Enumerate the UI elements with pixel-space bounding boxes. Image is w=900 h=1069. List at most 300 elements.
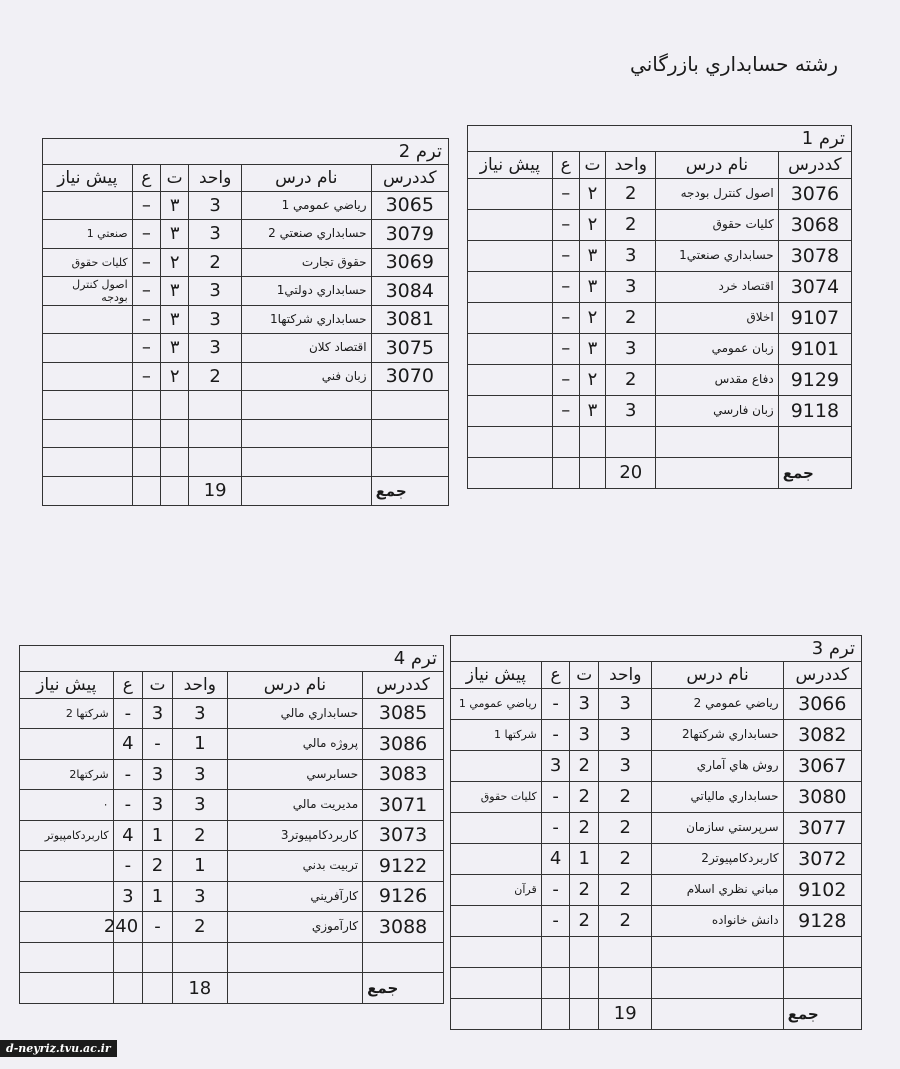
- code-cell: 9129: [778, 364, 851, 395]
- course-name-cell: روش هاي آماري: [652, 750, 783, 781]
- prereq-cell: [451, 843, 541, 874]
- theory-cell: 2: [570, 812, 599, 843]
- column-header-name: نام درس: [652, 662, 783, 688]
- term-1-table: [467, 125, 852, 489]
- column-header-prereq: پيش نياز: [43, 165, 132, 191]
- unit-cell: 2: [189, 362, 242, 391]
- table-row: [20, 698, 443, 729]
- theory-cell: 3: [143, 698, 173, 729]
- prereq-cell: رياضي عمومي 1: [451, 688, 541, 719]
- prereq-cell: كليات حقوق: [451, 781, 541, 812]
- course-name-cell: حسابداري شركتها1: [241, 305, 371, 334]
- table-row: [43, 391, 448, 420]
- code-cell: 3082: [783, 719, 861, 750]
- total-row: [451, 998, 861, 1029]
- unit-cell: 3: [606, 395, 656, 426]
- theory-cell: 2: [570, 781, 599, 812]
- practical-cell: -: [541, 688, 570, 719]
- column-header-a: ع: [132, 165, 160, 191]
- practical-cell: –: [552, 333, 579, 364]
- practical-cell: -: [113, 790, 143, 821]
- unit-cell: 3: [172, 881, 227, 912]
- course-name-cell: دانش خانواده: [652, 905, 783, 936]
- table-row: [468, 395, 851, 426]
- prereq-cell: [43, 191, 132, 220]
- total-label: جمع: [371, 476, 448, 505]
- prereq-cell: كاربردكامپيوتر: [20, 820, 113, 851]
- code-cell: [371, 419, 448, 448]
- theory-cell: [160, 391, 188, 420]
- code-cell: 3066: [783, 688, 861, 719]
- code-cell: 9126: [363, 881, 443, 912]
- theory-cell: ٣: [160, 334, 188, 363]
- code-cell: 3084: [371, 277, 448, 306]
- unit-cell: 1: [172, 851, 227, 882]
- theory-cell: -: [143, 912, 173, 943]
- practical-cell: -: [541, 719, 570, 750]
- course-name-cell: [227, 942, 362, 973]
- course-name-cell: تربيت بدني: [227, 851, 362, 882]
- practical-cell: -: [113, 698, 143, 729]
- code-cell: [371, 448, 448, 477]
- theory-cell: [570, 936, 599, 967]
- unit-cell: 2: [172, 912, 227, 943]
- unit-cell: 2: [172, 820, 227, 851]
- document-title: رشته حسابداري بازرگاني: [630, 52, 838, 76]
- prereq-cell: [20, 729, 113, 760]
- unit-cell: [599, 967, 652, 998]
- theory-cell: ٢: [579, 178, 606, 209]
- code-cell: 9128: [783, 905, 861, 936]
- unit-cell: 3: [189, 334, 242, 363]
- course-name-cell: كليات حقوق: [656, 209, 779, 240]
- code-cell: 3081: [371, 305, 448, 334]
- prereq-cell: [43, 448, 132, 477]
- total-empty-cell: [579, 457, 606, 488]
- prereq-cell: [468, 240, 552, 271]
- theory-cell: 3: [570, 719, 599, 750]
- prereq-cell: [468, 271, 552, 302]
- theory-cell: 1: [143, 881, 173, 912]
- practical-cell: –: [132, 277, 160, 306]
- unit-cell: 3: [189, 220, 242, 249]
- table-row: [43, 191, 448, 220]
- table-row: [468, 302, 851, 333]
- code-cell: [363, 942, 443, 973]
- code-cell: 3073: [363, 820, 443, 851]
- practical-cell: -: [541, 874, 570, 905]
- practical-cell: [113, 942, 143, 973]
- course-name-cell: [652, 967, 783, 998]
- prereq-cell: [468, 302, 552, 333]
- unit-cell: 3: [189, 277, 242, 306]
- unit-cell: 3: [599, 688, 652, 719]
- practical-cell: [132, 448, 160, 477]
- header-row: [468, 152, 851, 178]
- course-name-cell: حسابداري دولتي1: [241, 277, 371, 306]
- practical-cell: –: [132, 305, 160, 334]
- prereq-cell: [20, 881, 113, 912]
- code-cell: 3072: [783, 843, 861, 874]
- column-header-name: نام درس: [656, 152, 779, 178]
- theory-cell: ٣: [579, 271, 606, 302]
- course-name-cell: حسابداري صنعتي 2: [241, 220, 371, 249]
- course-name-cell: [652, 936, 783, 967]
- course-name-cell: زبان فني: [241, 362, 371, 391]
- table-row: [20, 790, 443, 821]
- code-cell: [371, 391, 448, 420]
- code-cell: 3088: [363, 912, 443, 943]
- course-name-cell: پروژه مالي: [227, 729, 362, 760]
- column-header-unit: واحد: [599, 662, 652, 688]
- prereq-cell: صنعتي 1: [43, 220, 132, 249]
- course-name-cell: حسابداري شركتها2: [652, 719, 783, 750]
- code-cell: 9107: [778, 302, 851, 333]
- practical-cell: 240: [113, 912, 143, 943]
- course-name-cell: [241, 448, 371, 477]
- unit-cell: 3: [606, 333, 656, 364]
- course-name-cell: [656, 426, 779, 457]
- table-row: [451, 750, 861, 781]
- practical-cell: –: [132, 220, 160, 249]
- theory-cell: 1: [143, 820, 173, 851]
- table-row: [20, 881, 443, 912]
- code-cell: 3083: [363, 759, 443, 790]
- theory-cell: [160, 419, 188, 448]
- prereq-cell: [20, 851, 113, 882]
- table-row: [451, 688, 861, 719]
- header-row: [20, 672, 443, 698]
- course-name-cell: مباني نظري اسلام: [652, 874, 783, 905]
- practical-cell: –: [552, 240, 579, 271]
- prereq-cell: [468, 426, 552, 457]
- table-row: [451, 967, 861, 998]
- prereq-cell: [43, 391, 132, 420]
- code-cell: 3071: [363, 790, 443, 821]
- column-header-t: ت: [160, 165, 188, 191]
- total-units: 19: [189, 476, 242, 505]
- unit-cell: 2: [606, 302, 656, 333]
- course-name-cell: زبان فارسي: [656, 395, 779, 426]
- prereq-cell: [468, 333, 552, 364]
- course-name-cell: رياضي عمومي 2: [652, 688, 783, 719]
- term-4-table: [19, 645, 444, 1004]
- theory-cell: ٣: [579, 395, 606, 426]
- code-cell: 3080: [783, 781, 861, 812]
- table-row: [451, 874, 861, 905]
- code-cell: 9118: [778, 395, 851, 426]
- prereq-cell: [43, 334, 132, 363]
- column-header-prereq: پيش نياز: [468, 152, 552, 178]
- code-cell: 3076: [778, 178, 851, 209]
- theory-cell: ٣: [579, 333, 606, 364]
- unit-cell: 3: [172, 698, 227, 729]
- unit-cell: 3: [189, 191, 242, 220]
- course-name-cell: دفاع مقدس: [656, 364, 779, 395]
- header-row: [451, 662, 861, 688]
- prereq-cell: ٠: [20, 790, 113, 821]
- table-row: [43, 419, 448, 448]
- prereq-cell: [451, 967, 541, 998]
- theory-cell: [143, 942, 173, 973]
- header-row: [43, 165, 448, 191]
- practical-cell: 3: [113, 881, 143, 912]
- prereq-cell: اصول كنترل بودجه: [43, 277, 132, 306]
- theory-cell: [570, 967, 599, 998]
- total-empty-cell: [227, 973, 362, 1004]
- practical-cell: –: [132, 248, 160, 277]
- column-header-code: كددرس: [778, 152, 851, 178]
- practical-cell: –: [552, 395, 579, 426]
- total-units: 20: [606, 457, 656, 488]
- code-cell: 3068: [778, 209, 851, 240]
- theory-cell: ٢: [160, 248, 188, 277]
- code-cell: 3086: [363, 729, 443, 760]
- total-empty-cell: [451, 998, 541, 1029]
- code-cell: [778, 426, 851, 457]
- course-name-cell: سرپرستي سازمان: [652, 812, 783, 843]
- total-empty-cell: [541, 998, 570, 1029]
- table-row: [43, 448, 448, 477]
- theory-cell: 1: [570, 843, 599, 874]
- column-header-code: كددرس: [783, 662, 861, 688]
- code-cell: 3065: [371, 191, 448, 220]
- theory-cell: ٢: [579, 364, 606, 395]
- table-row: [468, 333, 851, 364]
- total-row: [43, 476, 448, 505]
- code-cell: [783, 936, 861, 967]
- prereq-cell: [468, 395, 552, 426]
- unit-cell: 3: [606, 240, 656, 271]
- column-header-name: نام درس: [241, 165, 371, 191]
- unit-cell: 3: [172, 759, 227, 790]
- column-header-a: ع: [113, 672, 143, 698]
- site-watermark: d-neyriz.tvu.ac.ir: [0, 1040, 117, 1057]
- table-row: [20, 942, 443, 973]
- column-header-unit: واحد: [606, 152, 656, 178]
- table-row: [43, 248, 448, 277]
- theory-cell: 3: [570, 688, 599, 719]
- table-row: [468, 364, 851, 395]
- total-empty-cell: [143, 973, 173, 1004]
- total-empty-cell: [20, 973, 113, 1004]
- theory-cell: 2: [570, 905, 599, 936]
- theory-cell: 3: [143, 790, 173, 821]
- course-name-cell: اقتصاد خرد: [656, 271, 779, 302]
- table-row: [43, 362, 448, 391]
- total-empty-cell: [656, 457, 779, 488]
- code-cell: 3069: [371, 248, 448, 277]
- course-name-cell: حسابداري مالياتي: [652, 781, 783, 812]
- practical-cell: –: [552, 178, 579, 209]
- course-name-cell: اقتصاد كلان: [241, 334, 371, 363]
- table-row: [20, 820, 443, 851]
- column-header-unit: واحد: [189, 165, 242, 191]
- total-units: 18: [172, 973, 227, 1004]
- theory-cell: ٢: [579, 302, 606, 333]
- practical-cell: –: [552, 302, 579, 333]
- total-empty-cell: [160, 476, 188, 505]
- unit-cell: [606, 426, 656, 457]
- course-name-cell: مديريت مالي: [227, 790, 362, 821]
- practical-cell: -: [113, 851, 143, 882]
- table-row: [451, 719, 861, 750]
- practical-cell: [541, 936, 570, 967]
- term-2-table: [42, 138, 449, 506]
- unit-cell: 2: [599, 843, 652, 874]
- practical-cell: 4: [113, 820, 143, 851]
- course-table: [43, 165, 448, 505]
- total-empty-cell: [132, 476, 160, 505]
- prereq-cell: [43, 305, 132, 334]
- term-3-table: [450, 635, 862, 1030]
- table-row: [43, 305, 448, 334]
- unit-cell: 2: [599, 874, 652, 905]
- prereq-cell: [451, 812, 541, 843]
- practical-cell: –: [552, 364, 579, 395]
- course-name-cell: كاربردكامپيوتر2: [652, 843, 783, 874]
- table-row: [43, 334, 448, 363]
- theory-cell: [579, 426, 606, 457]
- course-name-cell: [241, 391, 371, 420]
- table-row: [468, 178, 851, 209]
- total-empty-cell: [43, 476, 132, 505]
- code-cell: 3075: [371, 334, 448, 363]
- prereq-cell: [20, 942, 113, 973]
- term-title: ترم 1: [468, 126, 851, 152]
- prereq-cell: [43, 362, 132, 391]
- table-row: [20, 912, 443, 943]
- total-empty-cell: [113, 973, 143, 1004]
- unit-cell: [189, 391, 242, 420]
- prereq-cell: قرآن: [451, 874, 541, 905]
- total-empty-cell: [468, 457, 552, 488]
- prereq-cell: كليات حقوق: [43, 248, 132, 277]
- prereq-cell: [468, 178, 552, 209]
- practical-cell: [132, 419, 160, 448]
- total-label: جمع: [783, 998, 861, 1029]
- unit-cell: 2: [606, 178, 656, 209]
- code-cell: 9101: [778, 333, 851, 364]
- column-header-code: كددرس: [363, 672, 443, 698]
- unit-cell: 1: [172, 729, 227, 760]
- table-row: [451, 843, 861, 874]
- theory-cell: 3: [143, 759, 173, 790]
- course-table: [468, 152, 851, 488]
- code-cell: 9102: [783, 874, 861, 905]
- prereq-cell: [20, 912, 113, 943]
- course-name-cell: حسابداري مالي: [227, 698, 362, 729]
- code-cell: 3079: [371, 220, 448, 249]
- prereq-cell: شركتها2: [20, 759, 113, 790]
- prereq-cell: [451, 750, 541, 781]
- code-cell: 3077: [783, 812, 861, 843]
- theory-cell: ٣: [160, 191, 188, 220]
- table-row: [468, 271, 851, 302]
- unit-cell: 3: [172, 790, 227, 821]
- code-cell: 3085: [363, 698, 443, 729]
- prereq-cell: شركتها 2: [20, 698, 113, 729]
- table-row: [468, 209, 851, 240]
- course-name-cell: رياضي عمومي 1: [241, 191, 371, 220]
- unit-cell: 3: [599, 750, 652, 781]
- code-cell: 3070: [371, 362, 448, 391]
- unit-cell: 3: [606, 271, 656, 302]
- course-name-cell: اخلاق: [656, 302, 779, 333]
- practical-cell: [552, 426, 579, 457]
- course-name-cell: حقوق تجارت: [241, 248, 371, 277]
- table-row: [20, 851, 443, 882]
- unit-cell: 3: [599, 719, 652, 750]
- theory-cell: -: [143, 729, 173, 760]
- practical-cell: -: [113, 759, 143, 790]
- column-header-prereq: پيش نياز: [451, 662, 541, 688]
- unit-cell: [172, 942, 227, 973]
- unit-cell: 3: [189, 305, 242, 334]
- table-row: [451, 781, 861, 812]
- code-cell: [783, 967, 861, 998]
- column-header-a: ع: [552, 152, 579, 178]
- unit-cell: 2: [599, 905, 652, 936]
- total-row: [468, 457, 851, 488]
- practical-cell: [541, 967, 570, 998]
- code-cell: 3067: [783, 750, 861, 781]
- term-title: ترم 3: [451, 636, 861, 662]
- column-header-t: ت: [143, 672, 173, 698]
- course-name-cell: اصول كنترل بودجه: [656, 178, 779, 209]
- course-name-cell: كارآموزي: [227, 912, 362, 943]
- unit-cell: [189, 448, 242, 477]
- column-header-t: ت: [579, 152, 606, 178]
- total-units: 19: [599, 998, 652, 1029]
- table-row: [451, 905, 861, 936]
- prereq-cell: [468, 364, 552, 395]
- course-name-cell: حسابرسي: [227, 759, 362, 790]
- theory-cell: ٢: [579, 209, 606, 240]
- table-row: [43, 220, 448, 249]
- theory-cell: [160, 448, 188, 477]
- prereq-cell: [43, 419, 132, 448]
- course-name-cell: حسابداري صنعتي1: [656, 240, 779, 271]
- theory-cell: ٣: [160, 277, 188, 306]
- practical-cell: –: [552, 271, 579, 302]
- unit-cell: [189, 419, 242, 448]
- practical-cell: –: [132, 362, 160, 391]
- unit-cell: 2: [189, 248, 242, 277]
- practical-cell: –: [132, 191, 160, 220]
- theory-cell: ٣: [160, 220, 188, 249]
- practical-cell: 4: [541, 843, 570, 874]
- theory-cell: 2: [143, 851, 173, 882]
- practical-cell: –: [552, 209, 579, 240]
- course-name-cell: كاربردكامپيوتر3: [227, 820, 362, 851]
- theory-cell: ٣: [160, 305, 188, 334]
- unit-cell: 2: [606, 364, 656, 395]
- total-label: جمع: [363, 973, 443, 1004]
- prereq-cell: [451, 936, 541, 967]
- practical-cell: [132, 391, 160, 420]
- column-header-t: ت: [570, 662, 599, 688]
- theory-cell: ٢: [160, 362, 188, 391]
- total-label: جمع: [778, 457, 851, 488]
- practical-cell: –: [132, 334, 160, 363]
- table-row: [451, 936, 861, 967]
- unit-cell: 2: [599, 812, 652, 843]
- column-header-name: نام درس: [227, 672, 362, 698]
- course-name-cell: زبان عمومي: [656, 333, 779, 364]
- column-header-a: ع: [541, 662, 570, 688]
- course-name-cell: كارآفريني: [227, 881, 362, 912]
